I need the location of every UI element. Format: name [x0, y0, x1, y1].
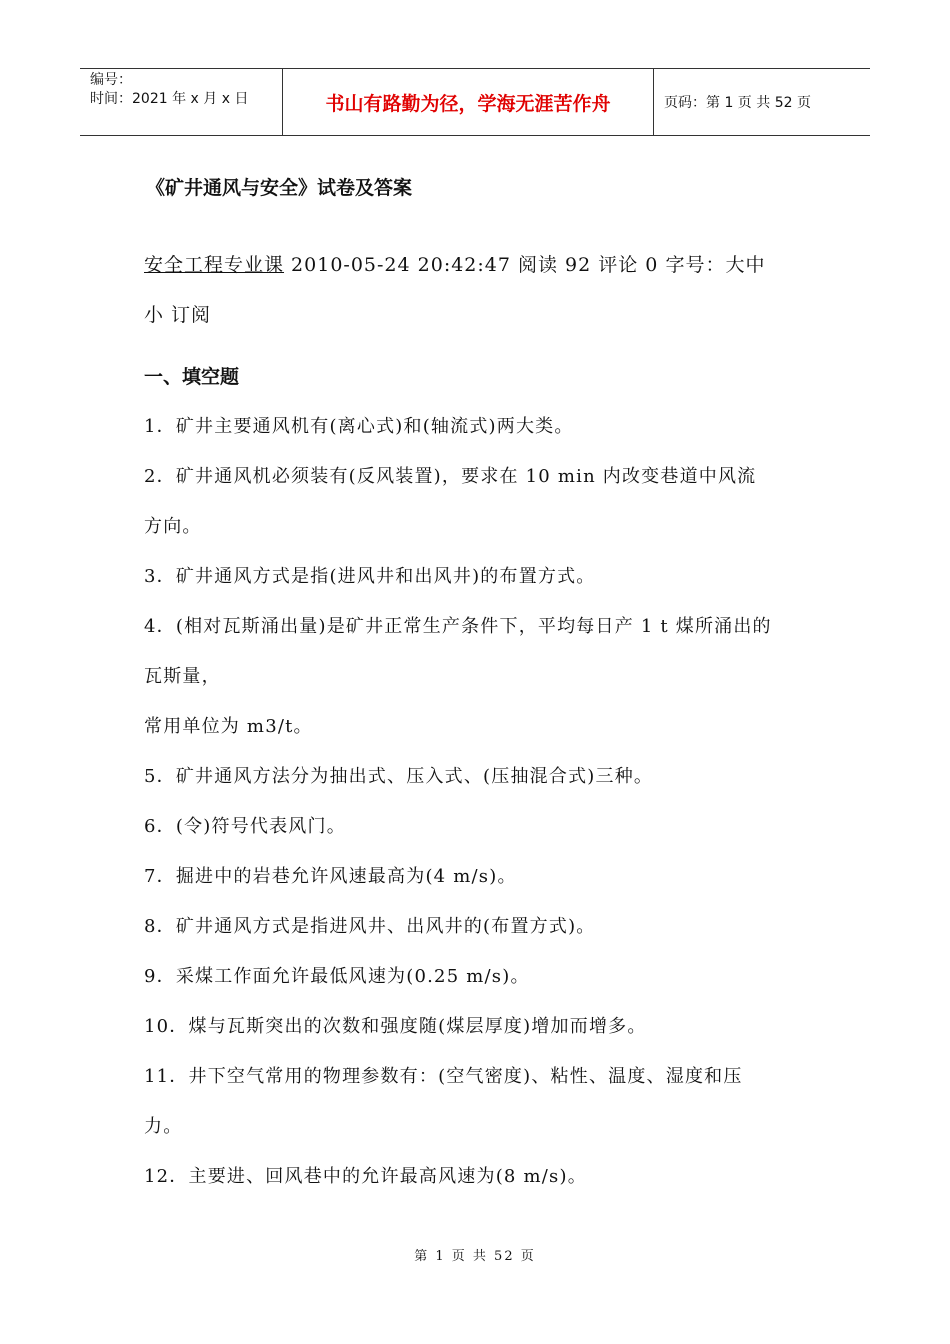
- header-left-cell: [80, 69, 282, 135]
- list-item: 6．(令)符号代表风门。: [144, 816, 346, 837]
- document-title: 《矿井通风与安全》试卷及答案: [146, 177, 413, 199]
- list-item: 7．掘进中的岩巷允许风速最高为(4 m/s)。: [144, 866, 517, 887]
- page-info: 页码：第 1 页 共 52 页: [664, 95, 811, 111]
- time-label: 时间：2021 年 x 月 x 日: [90, 91, 249, 107]
- list-item: 9．采煤工作面允许最低风速为(0.25 m/s)。: [144, 966, 530, 987]
- number-label: 编号：: [90, 72, 132, 88]
- list-item: 10．煤与瓦斯突出的次数和强度随(煤层厚度)增加而增多。: [144, 1016, 647, 1037]
- page-footer: 第 1 页 共 52 页: [414, 1249, 536, 1264]
- article-meta: [144, 240, 774, 340]
- list-item: 2．矿井通风机必须装有(反风装置)，要求在 10 min 内改变巷道中风流方向。: [144, 466, 757, 537]
- list-item: 3．矿井通风方式是指(进风井和出风井)的布置方式。: [144, 566, 596, 587]
- list-item: 11．井下空气常用的物理参数有：(空气密度)、粘性、温度、湿度和压力。: [144, 1066, 743, 1137]
- list-item: 常用单位为 m3/t。: [144, 716, 313, 737]
- section-heading: 一、填空题: [144, 366, 240, 388]
- motto: 书山有路勤为径，学海无涯苦作舟: [282, 69, 654, 135]
- list-item: 12．主要进、回风巷中的允许最高风速为(8 m/s)。: [144, 1166, 587, 1187]
- list-item: 8．矿井通风方式是指进风井、出风井的(布置方式)。: [144, 916, 596, 937]
- list-item: 1．矿井主要通风机有(离心式)和(轴流式)两大类。: [144, 416, 574, 437]
- question-list: [144, 402, 774, 1202]
- page-header: [80, 68, 870, 136]
- list-item: 4．(相对瓦斯涌出量)是矿井正常生产条件下，平均每日产 1 t 煤所涌出的瓦斯量，: [144, 616, 772, 687]
- category-link[interactable]: 安全工程专业课: [144, 254, 285, 276]
- meta-info: 2010-05-24 20:42:47 阅读 92 评论 0 字号：大中小 订阅: [144, 254, 766, 326]
- list-item: 5．矿井通风方法分为抽出式、压入式、(压抽混合式)三种。: [144, 766, 654, 787]
- document-body: [144, 170, 774, 1202]
